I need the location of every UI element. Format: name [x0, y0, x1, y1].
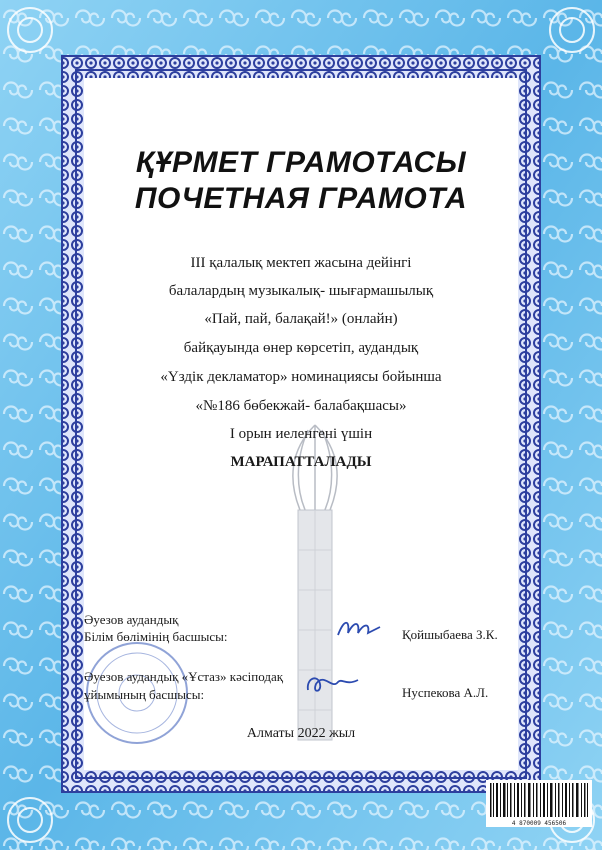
monument-illustration — [270, 420, 360, 760]
body-line: «№186 бөбекжай- балабақшасы» — [195, 398, 407, 414]
signatory-2-role-line2: ұйымының басшысы: — [84, 687, 205, 702]
signatory-1-name: Қойшыбаева З.К. — [402, 627, 498, 642]
barcode — [486, 780, 592, 820]
signatory-1-role-line1: Әуезов аудандық — [84, 612, 179, 627]
title-kazakh: ҚҰРМЕТ ГРАМОТАСЫ — [135, 146, 467, 179]
body-line: «Үздік декламатор» номинациясы бойынша — [160, 369, 442, 385]
place-and-year: Алматы 2022 жыл — [246, 726, 356, 741]
body-line: ІІІ қалалық мектеп жасына дейінгі — [190, 255, 412, 271]
body-line: «Пай, пай, балақай!» (онлайн) — [204, 311, 398, 327]
signatory-2-name: Нуспекова А.Л. — [402, 685, 489, 700]
body-line: байқауында өнер көрсетіп, аудандық — [183, 340, 419, 356]
signatory-1-role-line2: Білім бөлімінің басшысы: — [84, 629, 228, 644]
body-line: І орын иеленгені үшін — [229, 426, 373, 442]
signatory-2-role-line1: Әуезов аудандық «Ұстаз» кәсіподақ — [84, 669, 284, 684]
signature-1 — [334, 615, 384, 643]
signature-2 — [302, 668, 364, 698]
barcode-number: 4 870009 456506 — [486, 820, 592, 827]
award-heading: МАРАПАТТАЛАДЫ — [230, 454, 372, 470]
title-russian: ПОЧЕТНАЯ ГРАМОТА — [134, 182, 468, 215]
body-line: балалардың музыкалық- шығармашылық — [168, 283, 434, 299]
